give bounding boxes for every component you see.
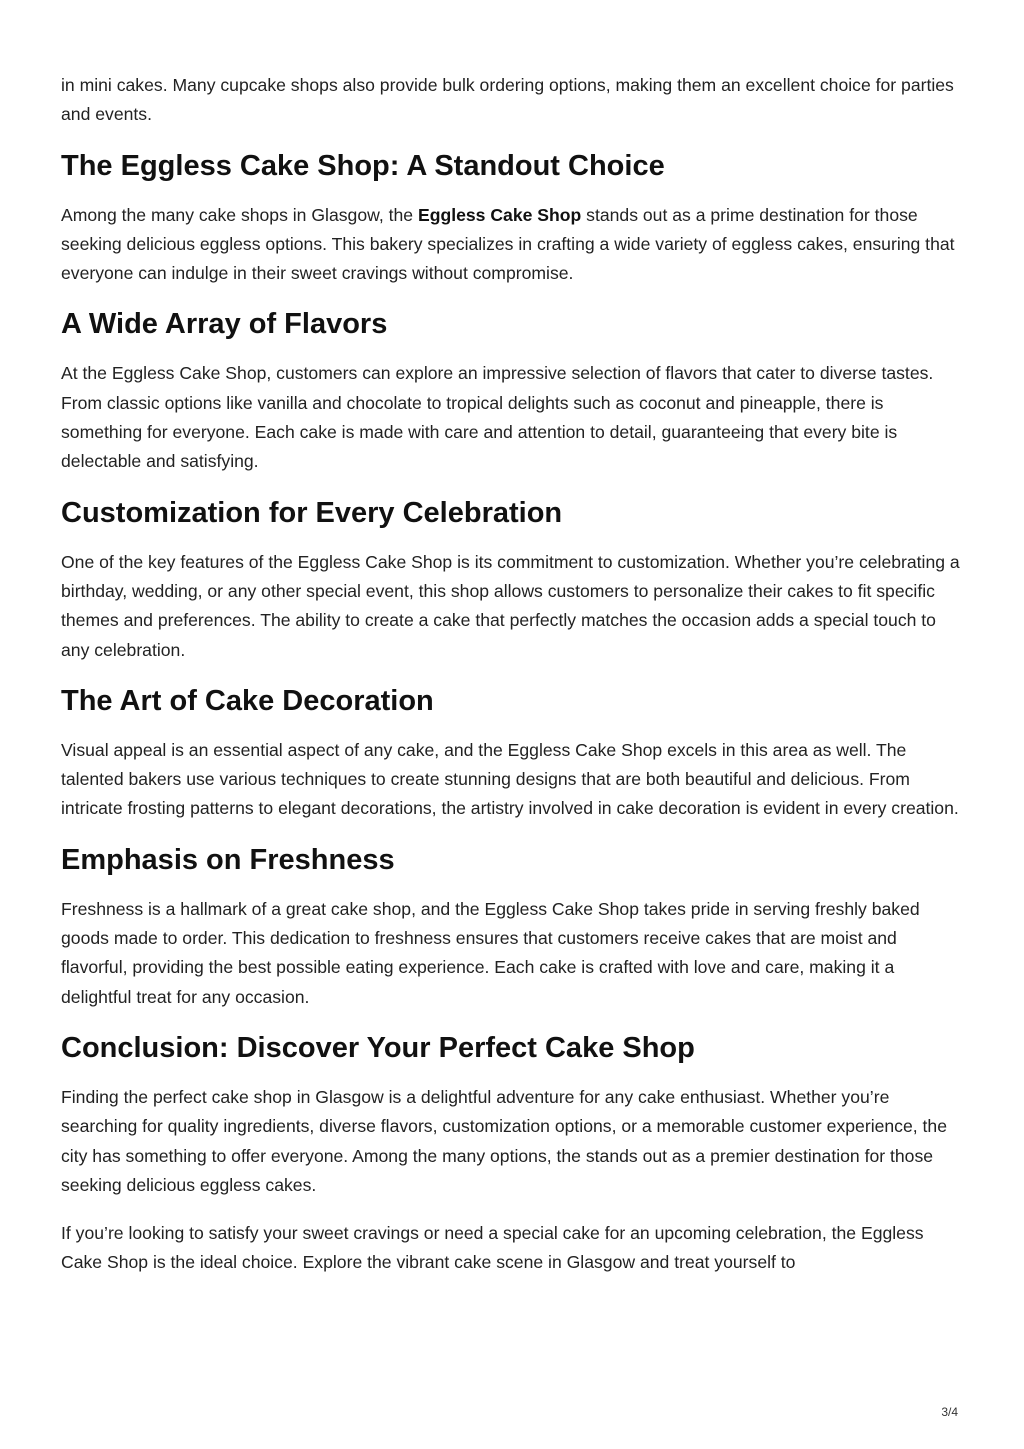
section-paragraph-decoration: Visual appeal is an essential aspect of any cake, and the Eggless Cake Shop excels in this area as well. The talented bakers use various techniques to create stunning designs that are both beautiful and delicious. From intricate frosting patterns to elegant decorations, the artistry involved in cake decoration is evident in every creation.	[61, 739, 959, 819]
page-number: 3/4	[941, 1405, 958, 1419]
document-page	[61, 71, 961, 1278]
section-heading-customization: Customization for Every Celebration	[61, 496, 563, 529]
section-heading-standout-choice: The Eggless Cake Shop: A Standout Choice	[61, 149, 665, 182]
paragraph-text: Among the many cake shops in Glasgow, the	[61, 204, 418, 225]
section-paragraph-standout-choice	[61, 201, 961, 289]
section-paragraph-freshness: Freshness is a hallmark of a great cake shop, and the Eggless Cake Shop takes pride in serving freshly baked goods made to order. This dedication to freshness ensures that customers receive cakes that are moist and flavorful, providing the best possible eating experience. Each cake is crafted with love and care, making it a delightful treat for any occasion.	[61, 898, 920, 1007]
section-paragraph-conclusion-2: If you’re looking to satisfy your sweet cravings or need a special cake for an upcoming celebration, the Eggless Cake Shop is the ideal choice. Explore the vibrant cake scene in Glasgow and treat yourself to	[61, 1223, 924, 1273]
section-paragraph-customization: One of the key features of the Eggless Cake Shop is its commitment to customization. Whether you’re celebrating a birthday, wedding, or any other special event, this shop allows customers to personalize their cakes to fit specific themes and preferences. The ability to create a cake that perfectly matches the occasion adds a special touch to any celebration.	[61, 551, 960, 660]
section-heading-flavors: A Wide Array of Flavors	[61, 308, 388, 341]
paragraph-text: stands out as a prime destination for those seeking delicious eggless options. This bakery specializes in crafting a wide variety of eggless cakes, ensuring that everyone can indulge in their sweet cravings without compromise.	[61, 204, 955, 284]
bold-shop-name: Eggless Cake Shop	[417, 204, 582, 225]
section-paragraph-conclusion: Finding the perfect cake shop in Glasgow is a delightful adventure for any cake enthusiast. Whether you’re searching for quality ingredients, diverse flavors, customization options, or a memorable customer experience, the city has something to offer everyone. Among the many options, the stands out as a premier destination for those seeking delicious eggless cakes.	[61, 1086, 947, 1195]
intro-paragraph: in mini cakes. Many cupcake shops also provide bulk ordering options, making them an excellent choice for parties and events.	[61, 75, 954, 125]
section-paragraph-flavors: At the Eggless Cake Shop, customers can explore an impressive selection of flavors that cater to diverse tastes. From classic options like vanilla and chocolate to tropical delights such as coconut and pineapple, there is something for everyone. Each cake is made with care and attention to detail, guaranteeing that every bite is delectable and satisfying.	[61, 363, 934, 472]
section-heading-decoration: The Art of Cake Decoration	[61, 684, 434, 717]
section-heading-conclusion: Conclusion: Discover Your Perfect Cake Shop	[61, 1031, 695, 1064]
section-heading-freshness: Emphasis on Freshness	[61, 843, 395, 876]
